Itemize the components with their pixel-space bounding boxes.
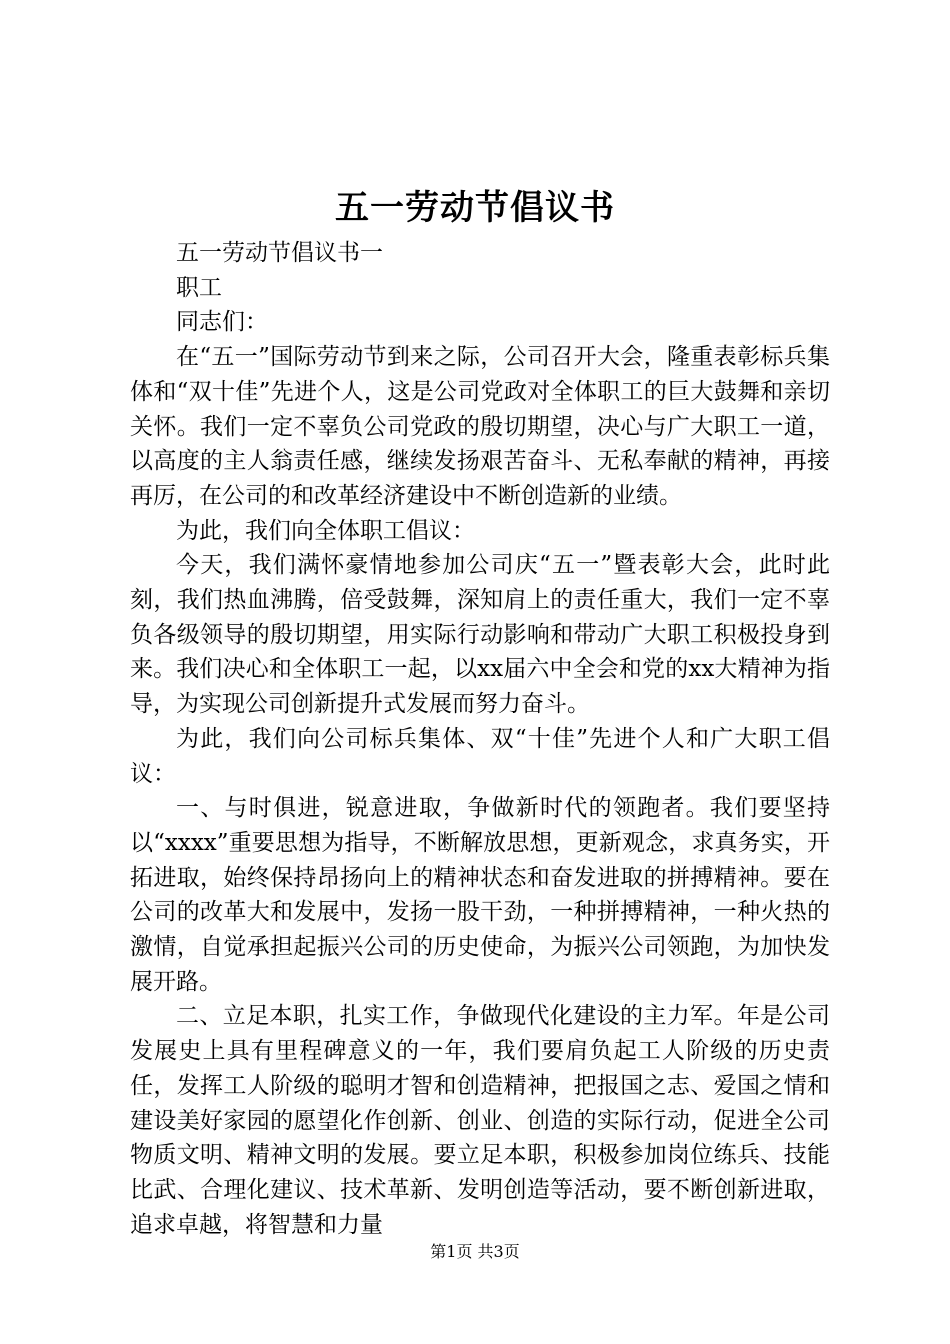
paragraph-proposal-lead-2: 为此，我们向公司标兵集体、双“十佳”先进个人和广大职工倡议：: [130, 725, 830, 787]
paragraph-addressee: 职工: [176, 274, 222, 301]
paragraph-point-1: 一、与时俱进，锐意进取，争做新时代的领跑者。我们要坚持以“xxxx”重要思想为指导，不断解放思想，更新观念，求真务实，开拓进取，始终保持昂扬向上的精神状态和奋发进取的拼搏精神。要在公司的改革大和发展中，发扬一股干劲，一种拼搏精神，一种火热的激情，自觉承担起振兴公司的历史使命，为振兴公司领跑，为加快发展开路。: [130, 795, 830, 995]
paragraph-point-2: 二、立足本职，扎实工作，争做现代化建设的主力军。年是公司发展史上具有里程碑意义的一年，我们要肩负起工人阶级的历史责任，发挥工人阶级的聪明才智和创造精神，把报国之志、爱国之情和建设美好家园的愿望化作创新、创业、创造的实际行动，促进全公司物质文明、精神文明的发展。要立足本职，积极参加岗位练兵、技能比武、合理化建议、技术革新、发明创造等活动，要不断创新进取，追求卓越，将智慧和力量: [130, 1003, 830, 1238]
paragraph-proposal-lead: 为此，我们向全体职工倡议：: [176, 517, 475, 544]
page-footer: 第1页 共3页: [430, 1242, 520, 1261]
paragraph-intro: 在“五一”国际劳动节到来之际，公司召开大会，隆重表彰标兵集体和“双十佳”先进个人，这是公司党政对全体职工的巨大鼓舞和亲切关怀。我们一定不辜负公司党政的殷切期望，决心与广大职工一道，以高度的主人翁责任感，继续发扬艰苦奋斗、无私奉献的精神，再接再厉，在公司的和改革经济建设中不断创造新的业绩。: [130, 344, 830, 509]
paragraph-today: 今天，我们满怀豪情地参加公司庆“五一”暨表彰大会，此时此刻，我们热血沸腾，倍受鼓舞，深知肩上的责任重大，我们一定不辜负各级领导的殷切期望，用实际行动影响和带动广大职工积极投身到来。我们决心和全体职工一起，以xx届六中全会和党的xx大精神为指导，为实现公司创新提升式发展而努力奋斗。: [130, 552, 830, 718]
paragraph-salutation: 同志们：: [176, 309, 268, 336]
paragraph-subtitle: 五一劳动节倡议书一: [176, 240, 383, 266]
document-body: [130, 236, 830, 1242]
document-title: 五一劳动节倡议书: [335, 188, 615, 228]
